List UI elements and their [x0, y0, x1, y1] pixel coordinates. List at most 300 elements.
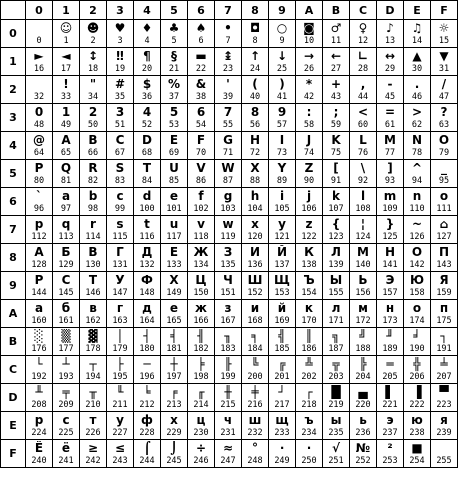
column-header: B [323, 1, 350, 20]
char-glyph: ≤ [114, 441, 126, 455]
char-cell [377, 216, 404, 244]
char-cell [269, 440, 296, 468]
char-glyph: а [34, 301, 44, 315]
char-code: 111 [436, 204, 452, 214]
char-glyph: p [34, 217, 44, 231]
char-code: 244 [139, 456, 155, 466]
char-glyph: ╚ [251, 357, 259, 371]
char-code: 42 [303, 92, 315, 102]
char-glyph: % [167, 77, 181, 91]
char-glyph: √ [331, 441, 340, 455]
char-code: 26 [303, 64, 315, 74]
char-glyph: Ь [358, 273, 368, 287]
char-glyph: ▐ [412, 385, 422, 399]
char-glyph: g [223, 189, 233, 203]
char-glyph: : [306, 105, 312, 119]
char-code: 109 [382, 204, 398, 214]
char-cell [134, 104, 161, 132]
char-code: 245 [166, 456, 182, 466]
char-cell [215, 216, 242, 244]
char-glyph: ♪ [386, 21, 394, 35]
char-glyph: K [331, 133, 341, 147]
char-glyph: К [304, 245, 314, 259]
char-code: 61 [384, 120, 396, 130]
char-code: 241 [58, 456, 74, 466]
char-cell [134, 412, 161, 440]
char-code: 55 [222, 120, 234, 130]
char-glyph: Д [141, 245, 153, 259]
char-code: 231 [220, 428, 236, 438]
column-header: E [404, 1, 431, 20]
char-cell [377, 300, 404, 328]
char-code: 96 [33, 204, 45, 214]
char-code: 176 [31, 344, 47, 354]
char-code: 217 [274, 400, 290, 410]
char-code: 249 [274, 456, 290, 466]
char-cell [161, 20, 188, 48]
char-glyph: ↕ [87, 49, 99, 63]
char-code: 232 [247, 428, 263, 438]
char-cell [296, 328, 323, 356]
char-cell [26, 440, 53, 468]
char-glyph: C [115, 133, 125, 147]
char-cell [296, 440, 323, 468]
char-code: 196 [139, 372, 155, 382]
char-cell [53, 300, 80, 328]
char-code: 69 [168, 148, 180, 158]
char-code: 201 [274, 372, 290, 382]
char-glyph: о [412, 301, 422, 315]
char-cell [269, 48, 296, 76]
char-cell [26, 188, 53, 216]
char-cell [107, 272, 134, 300]
char-code: 161 [58, 316, 74, 326]
char-glyph: ╟ [224, 357, 232, 371]
char-cell [242, 328, 269, 356]
char-glyph: ⌂ [439, 217, 449, 231]
char-code: 39 [222, 92, 234, 102]
char-glyph: ▼ [439, 49, 449, 63]
char-glyph: ↔ [384, 49, 396, 63]
char-code: 158 [409, 288, 425, 298]
char-code: 156 [355, 288, 371, 298]
char-code: 155 [328, 288, 344, 298]
char-glyph: Ж [193, 245, 209, 259]
char-cell [107, 132, 134, 160]
char-cell [80, 244, 107, 272]
char-glyph: ♂ [330, 21, 342, 35]
char-code: 59 [330, 120, 342, 130]
char-code: 164 [139, 316, 155, 326]
char-glyph: @ [33, 133, 45, 147]
char-cell [26, 300, 53, 328]
char-cell [80, 412, 107, 440]
char-cell [242, 272, 269, 300]
char-cell [269, 188, 296, 216]
char-code: 129 [58, 260, 74, 270]
char-code: 242 [85, 456, 101, 466]
char-glyph: л [331, 301, 341, 315]
char-code: 120 [247, 232, 263, 242]
row-header: 1 [1, 48, 26, 76]
char-cell [161, 384, 188, 412]
char-cell [296, 132, 323, 160]
char-cell [161, 188, 188, 216]
char-code: 82 [87, 176, 99, 186]
char-cell [53, 20, 80, 48]
row-header: F [1, 440, 26, 468]
char-code: 134 [193, 260, 209, 270]
char-glyph: ♫ [411, 21, 423, 35]
char-code: 93 [384, 176, 396, 186]
char-code: 1 [63, 36, 69, 46]
column-header-row [1, 1, 458, 20]
char-code: 234 [301, 428, 317, 438]
char-code: 74 [303, 148, 315, 158]
char-code: 126 [409, 232, 425, 242]
char-cell [188, 48, 215, 76]
char-glyph: 8 [250, 105, 260, 119]
char-glyph: Ф [141, 273, 153, 287]
char-code: 33 [60, 92, 72, 102]
char-code: 81 [60, 176, 72, 186]
char-cell [431, 104, 458, 132]
char-code: 79 [438, 148, 450, 158]
char-code: 252 [355, 456, 371, 466]
char-glyph: О [411, 245, 423, 259]
char-cell [80, 76, 107, 104]
char-cell [296, 412, 323, 440]
char-cell [404, 48, 431, 76]
char-glyph: y [278, 217, 286, 231]
char-cell [404, 328, 431, 356]
char-cell [350, 160, 377, 188]
char-cell [323, 328, 350, 356]
char-glyph: [ [333, 161, 339, 175]
char-glyph: В [88, 245, 98, 259]
char-cell [269, 244, 296, 272]
char-glyph: ъ [304, 413, 314, 427]
char-cell [107, 328, 134, 356]
row-header: 2 [1, 76, 26, 104]
char-cell [296, 244, 323, 272]
char-code: 127 [436, 232, 452, 242]
table-row [1, 160, 458, 188]
char-code: 30 [411, 64, 423, 74]
char-code: 238 [409, 428, 425, 438]
char-cell [161, 160, 188, 188]
char-cell [26, 356, 53, 384]
char-glyph [26, 77, 52, 92]
char-code: 92 [357, 176, 369, 186]
char-code: 169 [274, 316, 290, 326]
char-code: 179 [112, 344, 128, 354]
table-row [1, 328, 458, 356]
char-cell [134, 20, 161, 48]
char-glyph: v [197, 217, 205, 231]
char-code: 195 [112, 372, 128, 382]
char-glyph: B [88, 133, 98, 147]
char-cell [215, 188, 242, 216]
char-cell [296, 20, 323, 48]
char-cell [431, 440, 458, 468]
char-glyph: ь [359, 413, 367, 427]
char-code: 202 [301, 372, 317, 382]
char-cell [188, 300, 215, 328]
char-code: 239 [436, 428, 452, 438]
char-glyph: { [331, 217, 341, 231]
char-cell [377, 244, 404, 272]
column-header: F [431, 1, 458, 20]
char-code: 104 [247, 204, 263, 214]
char-cell [134, 160, 161, 188]
char-glyph: 5 [169, 105, 179, 119]
char-code: 121 [274, 232, 290, 242]
char-code: 4 [144, 36, 150, 46]
char-code: 105 [274, 204, 290, 214]
table-row [1, 132, 458, 160]
char-code: 148 [139, 288, 155, 298]
char-code: 35 [114, 92, 126, 102]
char-cell [404, 76, 431, 104]
char-code: 175 [436, 316, 452, 326]
char-code: 137 [274, 260, 290, 270]
char-code: 10 [303, 36, 315, 46]
char-cell [80, 272, 107, 300]
char-code: 31 [438, 64, 450, 74]
char-glyph: п [439, 301, 449, 315]
char-cell [215, 160, 242, 188]
char-glyph: § [171, 49, 177, 63]
char-cell [323, 412, 350, 440]
table-row [1, 412, 458, 440]
char-glyph: ↨ [222, 49, 234, 63]
char-code: 224 [31, 428, 47, 438]
char-cell [431, 216, 458, 244]
char-glyph: I [279, 133, 285, 147]
char-cell [161, 300, 188, 328]
char-code: 57 [276, 120, 288, 130]
char-glyph: щ [275, 413, 289, 427]
char-code: 143 [436, 260, 452, 270]
char-glyph: ─ [143, 357, 151, 371]
char-cell [269, 132, 296, 160]
char-cell [107, 440, 134, 468]
char-glyph: 2 [88, 105, 98, 119]
char-glyph: V [196, 161, 206, 175]
char-cell [269, 104, 296, 132]
char-cell [161, 104, 188, 132]
char-code: 11 [330, 36, 342, 46]
char-cell [269, 160, 296, 188]
char-code: 41 [276, 92, 288, 102]
char-cell [161, 328, 188, 356]
char-cell [296, 48, 323, 76]
char-glyph: ╦ [332, 357, 340, 371]
char-cell [431, 328, 458, 356]
char-cell [161, 244, 188, 272]
char-code: 98 [87, 204, 99, 214]
char-glyph: С [61, 273, 71, 287]
char-cell [431, 132, 458, 160]
char-cell [107, 216, 134, 244]
char-cell [107, 412, 134, 440]
char-cell [323, 440, 350, 468]
char-cell [377, 440, 404, 468]
char-cell [80, 216, 107, 244]
char-cell [80, 356, 107, 384]
char-glyph: М [357, 245, 369, 259]
char-cell [80, 20, 107, 48]
table-row [1, 20, 458, 48]
char-glyph: б [61, 301, 71, 315]
char-glyph: ┴ [62, 357, 70, 371]
char-cell [188, 216, 215, 244]
char-cell [242, 300, 269, 328]
char-code: 198 [193, 372, 209, 382]
char-cell [80, 384, 107, 412]
char-code: 222 [409, 400, 425, 410]
char-glyph: ÷ [195, 441, 207, 455]
char-cell [215, 132, 242, 160]
char-code: 66 [87, 148, 99, 158]
char-glyph: с [62, 413, 70, 427]
char-cell [269, 300, 296, 328]
char-glyph: х [170, 413, 178, 427]
char-cell [26, 272, 53, 300]
char-cell [404, 160, 431, 188]
char-code: 251 [328, 456, 344, 466]
char-code: 153 [274, 288, 290, 298]
char-code: 115 [112, 232, 128, 242]
column-header: 5 [161, 1, 188, 20]
char-cell [269, 356, 296, 384]
char-glyph: ) [279, 77, 285, 91]
char-code: 152 [247, 288, 263, 298]
char-glyph: m [383, 189, 397, 203]
char-cell [350, 244, 377, 272]
char-code: 63 [438, 120, 450, 130]
char-code: 8 [252, 36, 258, 46]
table-row [1, 104, 458, 132]
char-glyph: ╧ [440, 357, 448, 371]
char-glyph: E [169, 133, 179, 147]
char-glyph: _ [441, 161, 447, 175]
char-cell [26, 412, 53, 440]
char-code: 106 [301, 204, 317, 214]
char-glyph: █ [331, 385, 341, 399]
char-code: 180 [139, 344, 155, 354]
char-glyph: Н [384, 245, 396, 259]
char-glyph: t [144, 217, 150, 231]
char-code: 225 [58, 428, 74, 438]
char-glyph: ☼ [438, 21, 450, 35]
char-cell [350, 272, 377, 300]
char-code: 2 [90, 36, 96, 46]
char-glyph: ц [196, 413, 206, 427]
char-code: 13 [384, 36, 396, 46]
char-cell [107, 76, 134, 104]
char-glyph: в [89, 301, 97, 315]
table-row [1, 300, 458, 328]
char-code: 248 [247, 456, 263, 466]
char-code: 163 [112, 316, 128, 326]
char-glyph: a [61, 189, 71, 203]
char-glyph: k [332, 189, 340, 203]
char-cell [296, 76, 323, 104]
char-code: 0 [36, 36, 42, 46]
char-glyph: J [306, 133, 312, 147]
row-header: 3 [1, 104, 26, 132]
char-cell [323, 216, 350, 244]
char-glyph: д [142, 301, 152, 315]
char-code: 172 [355, 316, 371, 326]
char-glyph: Q [60, 161, 72, 175]
char-code: 178 [85, 344, 101, 354]
char-glyph: ╝ [359, 329, 367, 343]
char-glyph: ° [252, 441, 258, 455]
char-cell [188, 412, 215, 440]
char-glyph: Ч [223, 273, 233, 287]
char-cell [296, 104, 323, 132]
char-code: 27 [330, 64, 342, 74]
char-cell [161, 440, 188, 468]
char-cell [323, 48, 350, 76]
char-cell [377, 104, 404, 132]
table-row [1, 48, 458, 76]
char-cell [107, 20, 134, 48]
row-header: 9 [1, 272, 26, 300]
char-cell [242, 20, 269, 48]
char-glyph: b [88, 189, 98, 203]
char-glyph: ├ [116, 357, 124, 371]
char-code: 203 [328, 372, 344, 382]
char-cell [188, 356, 215, 384]
char-code: 254 [409, 456, 425, 466]
char-code: 131 [112, 260, 128, 270]
char-cell [215, 328, 242, 356]
char-code: 226 [85, 428, 101, 438]
char-glyph: ┼ [170, 357, 178, 371]
char-glyph: ч [223, 413, 233, 427]
char-cell [269, 20, 296, 48]
row-header: 7 [1, 216, 26, 244]
char-code: 90 [303, 176, 315, 186]
char-cell [323, 20, 350, 48]
char-cell [161, 412, 188, 440]
char-cell [107, 160, 134, 188]
table-row [1, 356, 458, 384]
char-glyph: ♥ [114, 21, 126, 35]
char-glyph: № [355, 441, 371, 455]
char-code: 21 [168, 64, 180, 74]
char-glyph: q [61, 217, 71, 231]
char-glyph: ↓ [276, 49, 288, 63]
char-code: 236 [355, 428, 371, 438]
char-cell [53, 160, 80, 188]
char-cell [431, 76, 458, 104]
char-glyph: ╡ [170, 329, 178, 343]
char-glyph: ∙ [279, 441, 285, 455]
char-cell [53, 356, 80, 384]
char-cell [80, 328, 107, 356]
char-cell [242, 244, 269, 272]
char-code: 174 [409, 316, 425, 326]
char-code: 114 [85, 232, 101, 242]
corner-cell [1, 1, 26, 20]
char-cell [215, 104, 242, 132]
char-glyph: ` [36, 189, 42, 203]
